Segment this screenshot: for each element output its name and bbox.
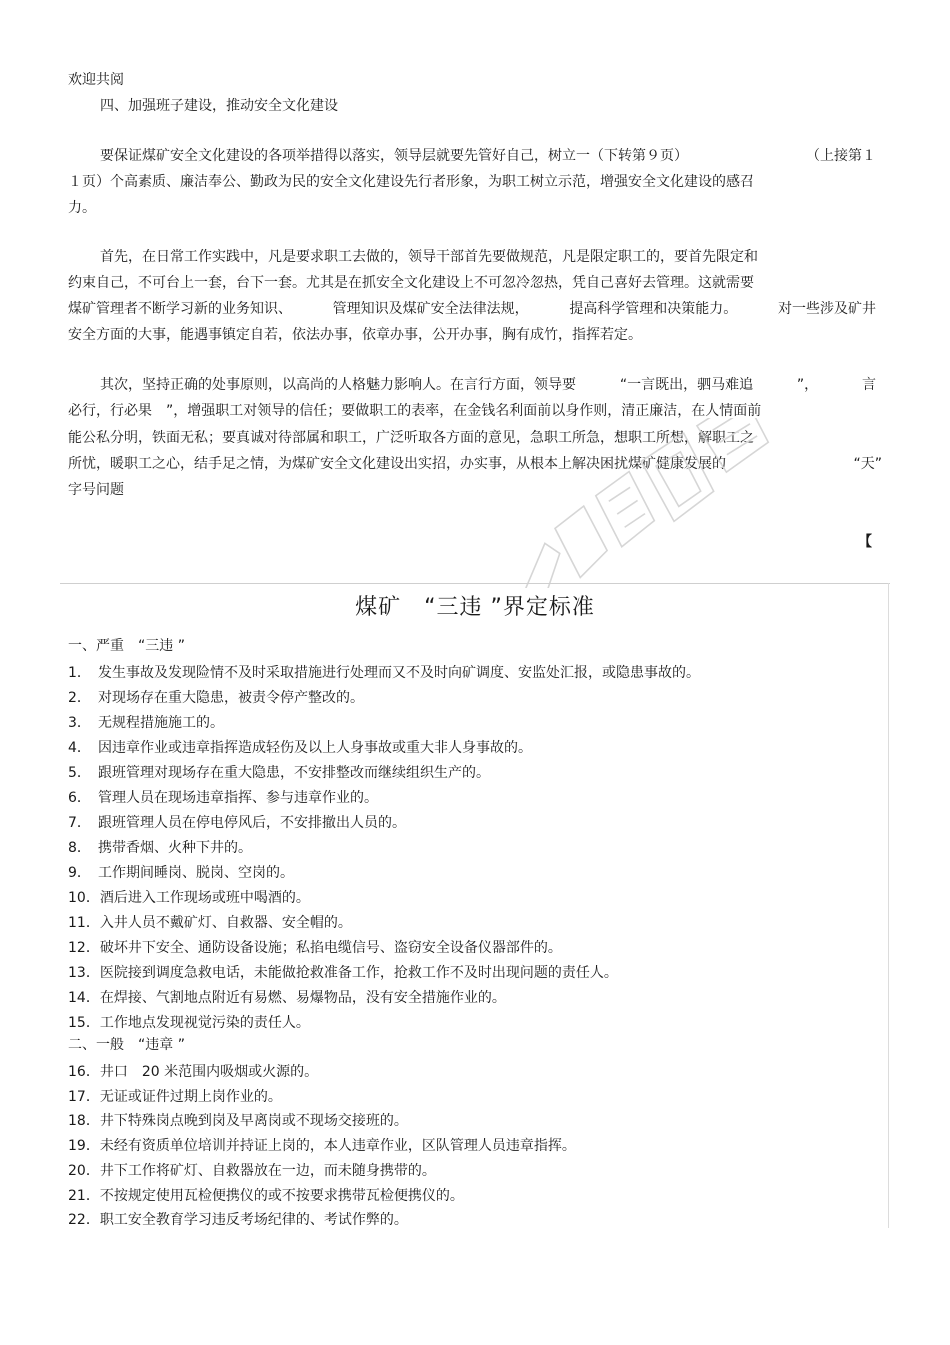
list-item-text: 井下特殊岗点晚到岗及早离岗或不现场交接班的。 xyxy=(99,1113,408,1130)
list-item-number: 22． xyxy=(68,1212,100,1229)
list-item-number: 12． xyxy=(68,940,100,956)
list-item-number: 1． xyxy=(68,665,91,681)
list-item xyxy=(68,889,310,907)
list-item xyxy=(68,989,506,1007)
list-item xyxy=(68,1063,318,1081)
list-item-text: 井下工作将矿灯、自救器放在一边，而未随身携带的。 xyxy=(99,1162,436,1179)
list-item-text: 跟班管理人员在停电停风后，不安排撤出人员的。 xyxy=(98,815,406,831)
p3-line4-part2: “天” xyxy=(853,456,882,472)
list-item xyxy=(68,1088,282,1106)
list-item xyxy=(68,764,490,782)
list-item-text: 医院接到调度急救电话，未能做抢救准备工作，抢救工作不及时出现问题的责任人。 xyxy=(99,965,618,981)
list-item xyxy=(68,864,294,882)
p1-line3: 力。 xyxy=(68,200,96,216)
section1-heading: 一、严重 “三违 ” xyxy=(68,638,185,654)
p3-line1-part3: ”， xyxy=(796,377,819,393)
p2-line1: 首先，在日常工作实践中，凡是要求职工去做的，领导干部首先要做规范，凡是限定职工的，要首先限定和 xyxy=(100,249,758,265)
list-item-number: 13． xyxy=(68,965,100,981)
list-item-number: 5． xyxy=(68,765,91,781)
list-item-number: 6． xyxy=(68,790,91,806)
list-item-text: 对现场存在重大隐患，被责令停产整改的。 xyxy=(98,690,364,706)
list-item-number: 3． xyxy=(68,715,91,731)
list-item xyxy=(68,1211,408,1229)
list-item-text: 未经有资质单位培训并持证上岗的，本人违章作业，区队管理人员违章指挥。 xyxy=(99,1138,576,1155)
list-item xyxy=(68,1137,576,1155)
list-item-number: 20． xyxy=(68,1162,100,1179)
p3-line1-part4: 言 xyxy=(861,377,876,393)
list-item xyxy=(68,1187,464,1205)
welcome-text: 欢迎共阅 xyxy=(68,72,124,88)
list-item-number: 19． xyxy=(68,1138,100,1155)
list-item-text: 管理人员在现场违章指挥、参与违章作业的。 xyxy=(98,790,378,806)
list-item xyxy=(68,814,406,832)
list-item-number: 15． xyxy=(68,1015,100,1031)
section2-heading: 二、一般 “违章 ” xyxy=(68,1037,185,1053)
bracket-mark: 【 xyxy=(858,534,872,550)
list-item xyxy=(68,914,352,932)
list-item xyxy=(68,939,562,957)
list-item-number: 8． xyxy=(68,840,91,856)
list-item xyxy=(68,689,364,707)
list-item-text: 无规程措施施工的。 xyxy=(98,715,224,731)
list-item xyxy=(68,789,378,807)
list-item-number: 21． xyxy=(68,1187,100,1204)
list-item-text: 工作地点发现视觉污染的责任人。 xyxy=(99,1015,310,1031)
p3-line5: 字号问题 xyxy=(68,482,124,498)
p1-line1-left: 要保证煤矿安全文化建设的各项举措得以落实，领导层就要先管好自己，树立一（下转第９页） xyxy=(100,148,688,164)
right-border-line xyxy=(888,583,889,1228)
list-item xyxy=(68,1014,310,1032)
p2-line3-part2: 管理知识及煤矿安全法律法规， xyxy=(332,301,529,317)
document-title: 煤矿 “三违 ”界定标准 xyxy=(355,595,595,620)
section-divider xyxy=(60,583,890,584)
list-item-number: 9． xyxy=(68,865,91,881)
list-item-number: 16． xyxy=(68,1064,100,1080)
p3-line1 xyxy=(100,376,876,394)
list-item-text: 入井人员不戴矿灯、自救器、安全帽的。 xyxy=(99,915,352,931)
list-item-text: 不按规定使用瓦检便携仪的或不按要求携带瓦检便携仪的。 xyxy=(99,1187,464,1204)
list-item-text: 携带香烟、火种下井的。 xyxy=(98,840,252,856)
list-item-number: 7． xyxy=(68,815,91,831)
list-item xyxy=(68,964,618,982)
list-item-text: 酒后进入工作现场或班中喝酒的。 xyxy=(99,890,310,906)
list-item xyxy=(68,739,532,757)
p3-line3: 能公私分明，铁面无私；要真诚对待部属和职工，广泛听取各方面的意见，急职工所急，想职工所想，解职工之 xyxy=(68,430,754,446)
p1-line1-right: （上接第１ xyxy=(806,148,876,164)
list-item-text: 因违章作业或违章指挥造成轻伤及以上人身事故或重大非人身事故的。 xyxy=(98,740,532,756)
section-heading: 四、加强班子建设，推动安全文化建设 xyxy=(100,98,338,114)
list-item-number: 14． xyxy=(68,990,100,1006)
p3-line1-part2: “一言既出，驷马难追 xyxy=(619,377,754,393)
list-item-number: 4． xyxy=(68,740,91,756)
p2-line3-part4: 对一些涉及矿井 xyxy=(777,301,876,317)
p1-line2: １页）个高素质、廉洁奉公、勤政为民的安全文化建设先行者形象，为职工树立示范，增强安全文化建设的感召 xyxy=(68,174,754,190)
p2-line2: 约束自己，不可台上一套，台下一套。尤其是在抓安全文化建设上不可忽冷忽热，凭自己喜好去管理。这就需要 xyxy=(68,275,754,291)
list-item-text: 工作期间睡岗、脱岗、空岗的。 xyxy=(98,865,294,881)
p2-line3 xyxy=(68,300,876,318)
list-item-text: 无证或证件过期上岗作业的。 xyxy=(99,1088,282,1105)
list-item-text: 跟班管理对现场存在重大隐患，不安排整改而继续组织生产的。 xyxy=(98,765,490,781)
list-item-number: 2． xyxy=(68,690,91,706)
list-item xyxy=(68,1162,436,1180)
list-item-number: 11． xyxy=(68,915,100,931)
p2-line4: 安全方面的大事，能遇事镇定自若，依法办事，依章办事，公开办事，胸有成竹，指挥若定。 xyxy=(68,327,642,343)
watermark-graphic xyxy=(478,418,838,588)
list-item xyxy=(68,1112,408,1130)
p2-line3-part3: 提高科学管理和决策能力。 xyxy=(569,301,738,317)
p3-line4-part1: 所忧，暖职工之心，结手足之情，为煤矿安全文化建设出实招，办实事，从根本上解决困扰煤矿健康发展的 xyxy=(68,456,726,472)
list-item xyxy=(68,714,224,732)
list-item-number: 18． xyxy=(68,1113,100,1130)
p3-line2: 必行，行必果 ”，增强职工对领导的信任；要做职工的表率，在金钱名利面前以身作则，清正廉洁，在人情面前 xyxy=(68,403,762,419)
list-item-text: 在焊接、气割地点附近有易燃、易爆物品，没有安全措施作业的。 xyxy=(99,990,506,1006)
list-item-text: 职工安全教育学习违反考场纪律的、考试作弊的。 xyxy=(99,1212,408,1229)
list-item xyxy=(68,664,700,682)
list-item-text: 井口 20 米范围内吸烟或火源的。 xyxy=(99,1064,319,1080)
list-item-number: 17． xyxy=(68,1088,100,1105)
p3-line1-part1: 其次，坚持正确的处事原则，以高尚的人格魅力影响人。在言行方面，领导要 xyxy=(100,377,576,393)
list-item-number: 10． xyxy=(68,890,100,906)
p2-line3-part1: 煤矿管理者不断学习新的业务知识、 xyxy=(68,301,292,317)
list-item-text: 破坏井下安全、通防设备设施；私掐电缆信号、盗窃安全设备仪器部件的。 xyxy=(99,940,562,956)
list-item-text: 发生事故及发现险情不及时采取措施进行处理而又不及时向矿调度、安监处汇报，或隐患事故的。 xyxy=(98,665,700,681)
list-item xyxy=(68,839,252,857)
